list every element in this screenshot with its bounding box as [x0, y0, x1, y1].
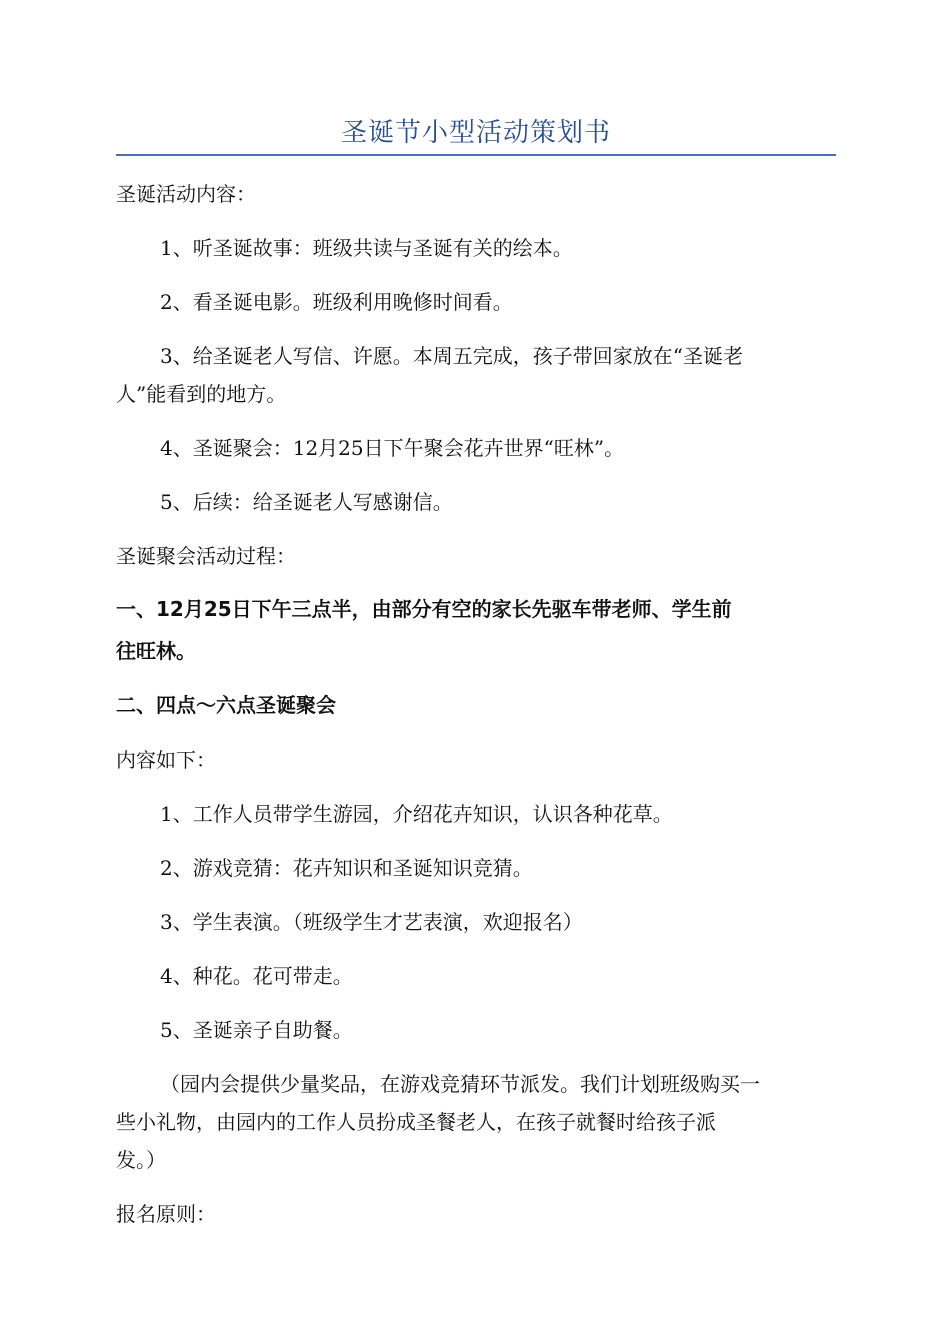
title-underline: [116, 154, 836, 156]
step-one-line: 往旺林。: [116, 639, 196, 663]
step-one-line: 一、12月25日下午三点半，由部分有空的家长先驱车带老师、学生前: [116, 597, 732, 621]
content-item: 5、圣诞亲子自助餐。: [160, 1018, 353, 1042]
activity-item: 5、后续：给圣诞老人写感谢信。: [160, 490, 453, 514]
note-line: 发。）: [116, 1148, 166, 1172]
section-heading-activities: 圣诞活动内容：: [116, 182, 256, 206]
content-item: 4、种花。花可带走。: [160, 964, 353, 988]
activity-item: 1、听圣诞故事：班级共读与圣诞有关的绘本。: [160, 236, 573, 260]
step-two: 二、四点～六点圣诞聚会: [116, 693, 336, 717]
section-heading-process: 圣诞聚会活动过程：: [116, 544, 296, 568]
activity-item: 2、看圣诞电影。班级利用晚修时间看。: [160, 290, 513, 314]
document-title: 圣诞节小型活动策划书: [340, 118, 611, 148]
activity-item: 4、圣诞聚会：12月25日下午聚会花卉世界“旺林”。: [160, 436, 625, 460]
note-line: （园内会提供少量奖品，在游戏竞猜环节派发。我们计划班级购买一: [160, 1072, 760, 1096]
content-item: 3、学生表演。（班级学生才艺表演，欢迎报名）: [160, 910, 583, 934]
activity-item-continuation: 人”能看到的地方。: [116, 382, 287, 406]
content-item: 2、游戏竞猜：花卉知识和圣诞知识竞猜。: [160, 856, 533, 880]
signup-heading: 报名原则：: [116, 1202, 216, 1226]
activity-item: 3、给圣诞老人写信、许愿。本周五完成，孩子带回家放在“圣诞老: [160, 344, 743, 368]
content-heading: 内容如下：: [116, 748, 216, 772]
note-line: 些小礼物，由园内的工作人员扮成圣餐老人，在孩子就餐时给孩子派: [116, 1110, 716, 1134]
content-item: 1、工作人员带学生游园，介绍花卉知识，认识各种花草。: [160, 802, 673, 826]
